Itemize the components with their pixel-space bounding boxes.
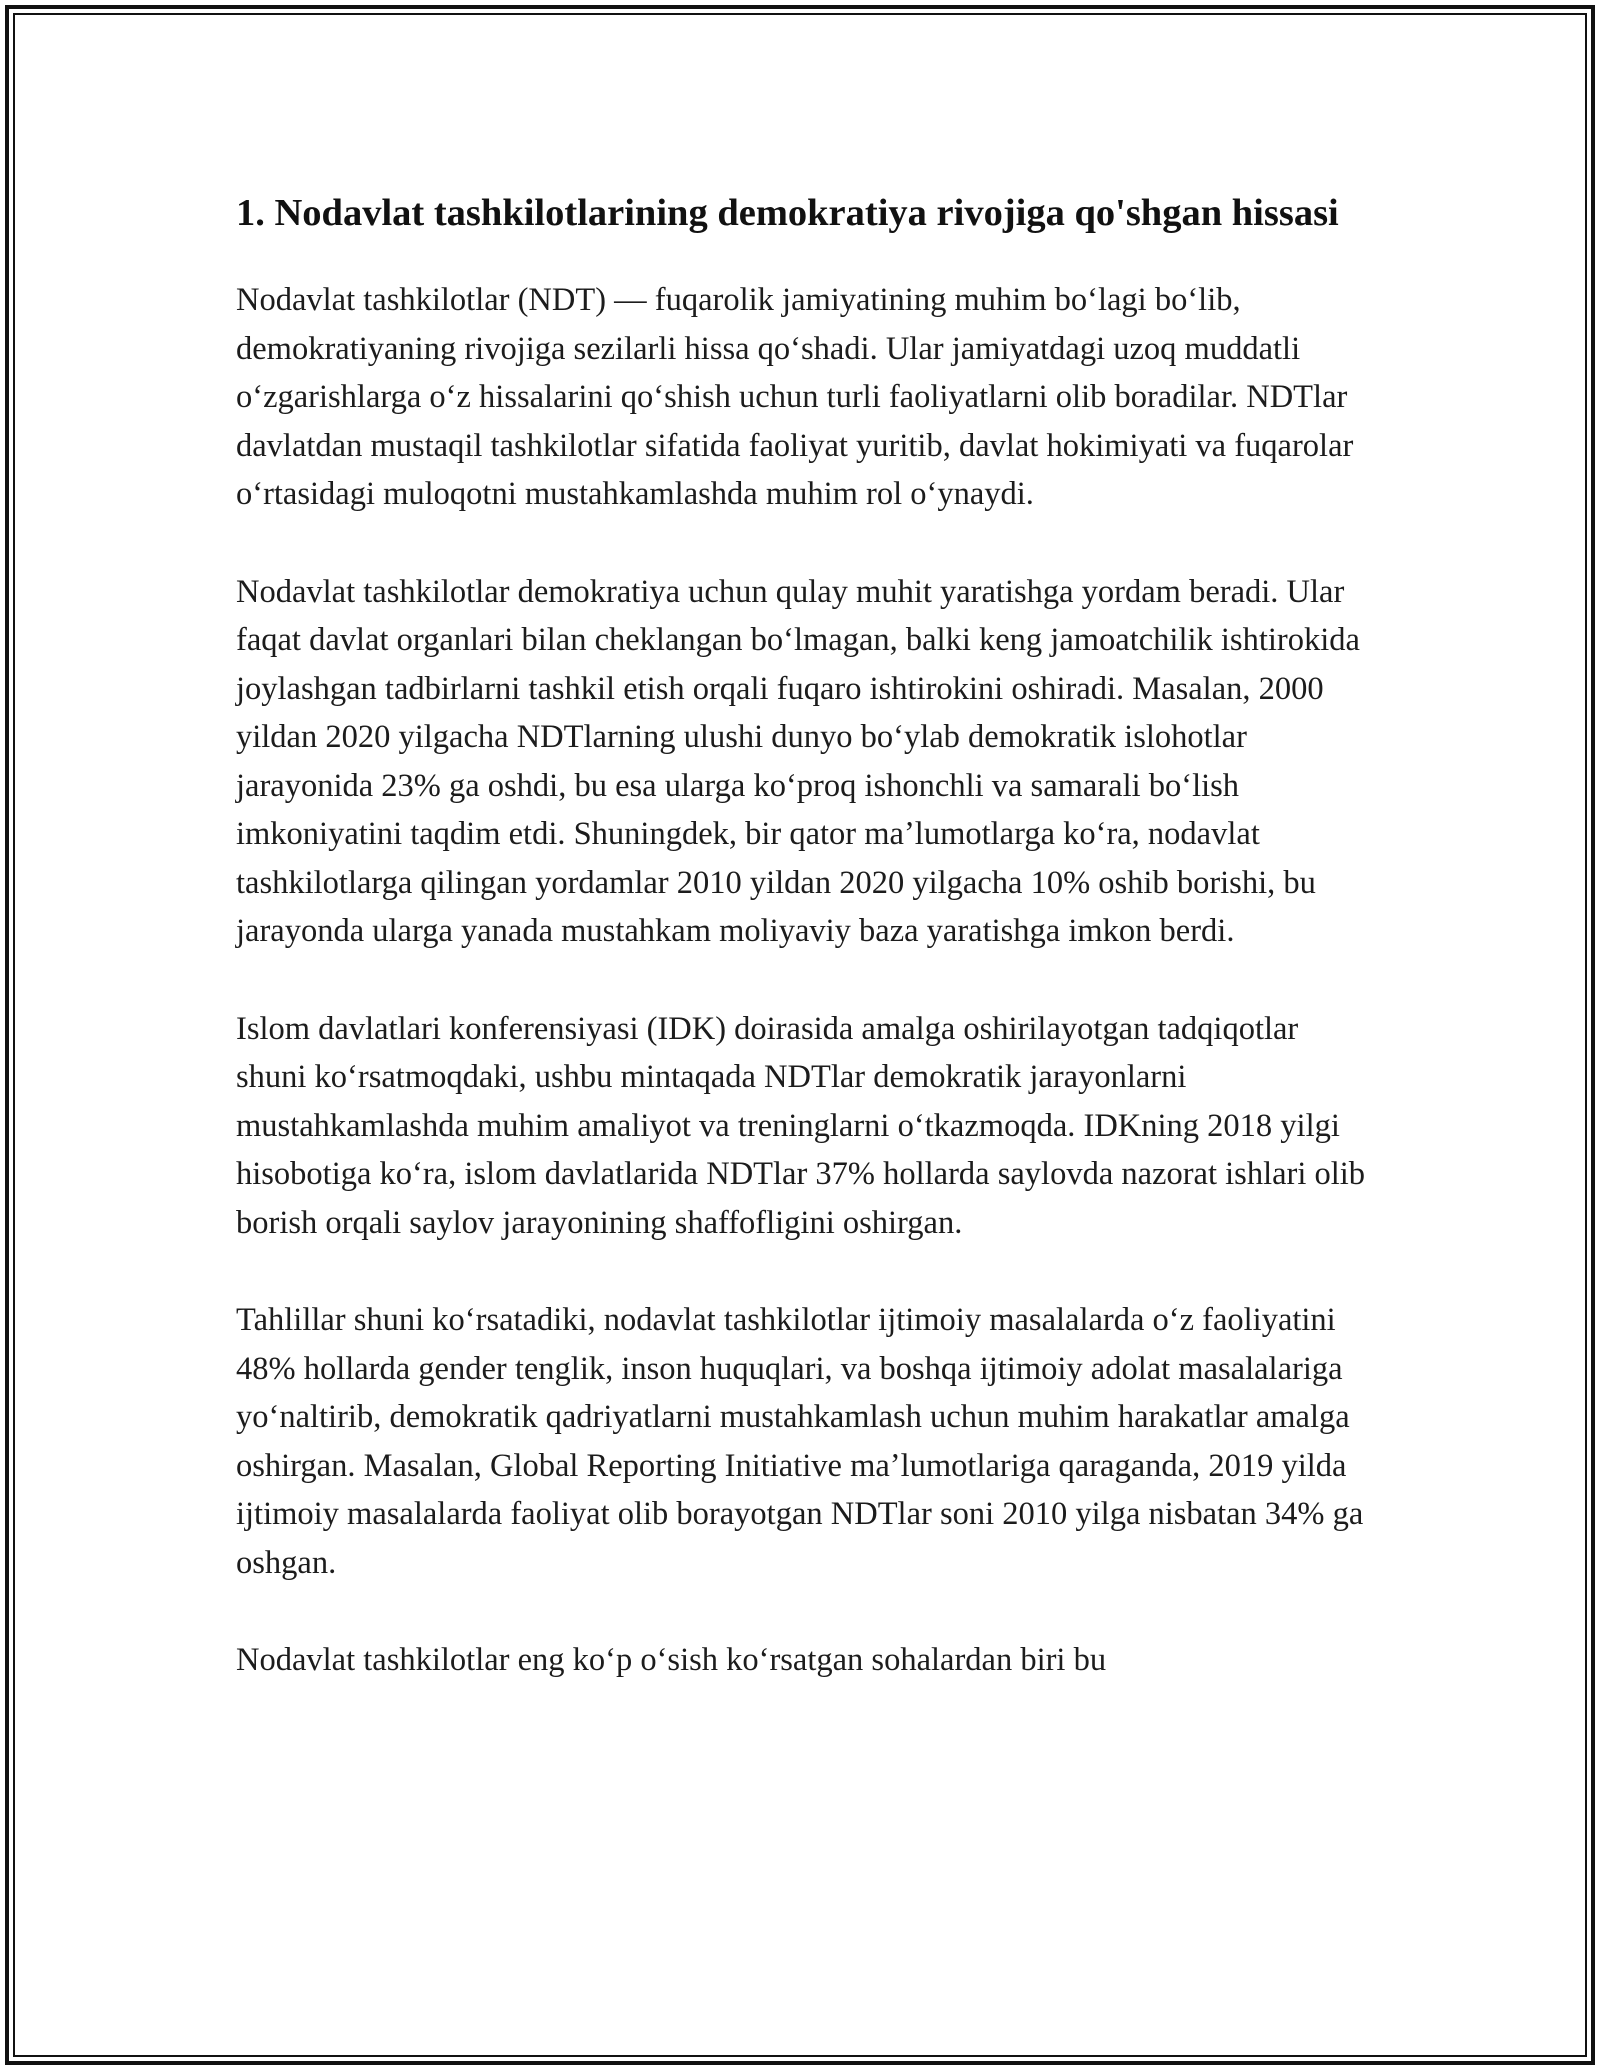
paragraph-1: Nodavlat tashkilotlar (NDT) — fuqarolik jamiyatining muhim boʻlagi boʻlib, demokratiyaning rivojiga sezilarli hissa qoʻshadi. Ular jamiyatdagi uzoq muddatli oʻzgarishlarga oʻz hissalarini qoʻshish uchun turli faoliyatlarni olib boradilar. NDTlar davlatdan mustaqil tashkilotlar sifatida faoliyat yuritib, davlat hokimiyati va fuqarolar oʻrtasidagi muloqotni mustahkamlashda muhim rol oʻynaydi. [236,282,1354,512]
document-body [236,186,1366,1734]
paragraph-4: Tahlillar shuni koʻrsatadiki, nodavlat tashkilotlar ijtimoiy masalalarda oʻz faoliyatini 48% hollarda gender tenglik, inson huquqlari, va boshqa ijtimoiy adolat masalalariga yoʻnaltirib, demokratik qadriyatlarni mustahkamlash uchun muhim harakatlar amalga oshirgan. Masalan, Global Reporting Initiative maʼlumotlariga qaraganda, 2019 yilda ijtimoiy masalalarda faoliyat olib borayotgan NDTlar soni 2010 yilga nisbatan 34% ga oshgan. [236,1302,1364,1581]
page-title: 1. Nodavlat tashkilotlarining demokratiya rivojiga qo'shgan hissasi [236,192,1339,234]
paragraph-5: Nodavlat tashkilotlar eng koʻp oʻsish koʻrsatgan sohalardan biri bu [236,1642,1107,1678]
paragraph-2: Nodavlat tashkilotlar demokratiya uchun qulay muhit yaratishga yordam beradi. Ular faqat davlat organlari bilan cheklangan boʻlmagan, balki keng jamoatchilik ishtirokida joylashgan tadbirlarni tashkil etish orqali fuqaro ishtirokini oshiradi. Masalan, 2000 yildan 2020 yilgacha NDTlarning ulushi dunyo boʻylab demokratik islohotlar jarayonida 23% ga oshdi, bu esa ularga koʻproq ishonchli va samarali boʻlish imkoniyatini taqdim etdi. Shuningdek, bir qator maʼlumotlarga koʻra, nodavlat tashkilotlarga qilingan yordamlar 2010 yildan 2020 yilgacha 10% oshib borishi, bu jarayonda ularga yanada mustahkam moliyaviy baza yaratishga imkon berdi. [236,573,1360,949]
paragraph-3: Islom davlatlari konferensiyasi (IDK) doirasida amalga oshirilayotgan tadqiqotlar shuni koʻrsatmoqdaki, ushbu mintaqada NDTlar demokratik jarayonlarni mustahkamlashda muhim amaliyot va treninglarni oʻtkazmoqda. IDKning 2018 yilgi hisobotiga koʻra, islom davlatlarida NDTlar 37% hollarda saylovda nazorat ishlari olib borish orqali saylov jarayonining shaffofligini oshirgan. [236,1010,1366,1241]
